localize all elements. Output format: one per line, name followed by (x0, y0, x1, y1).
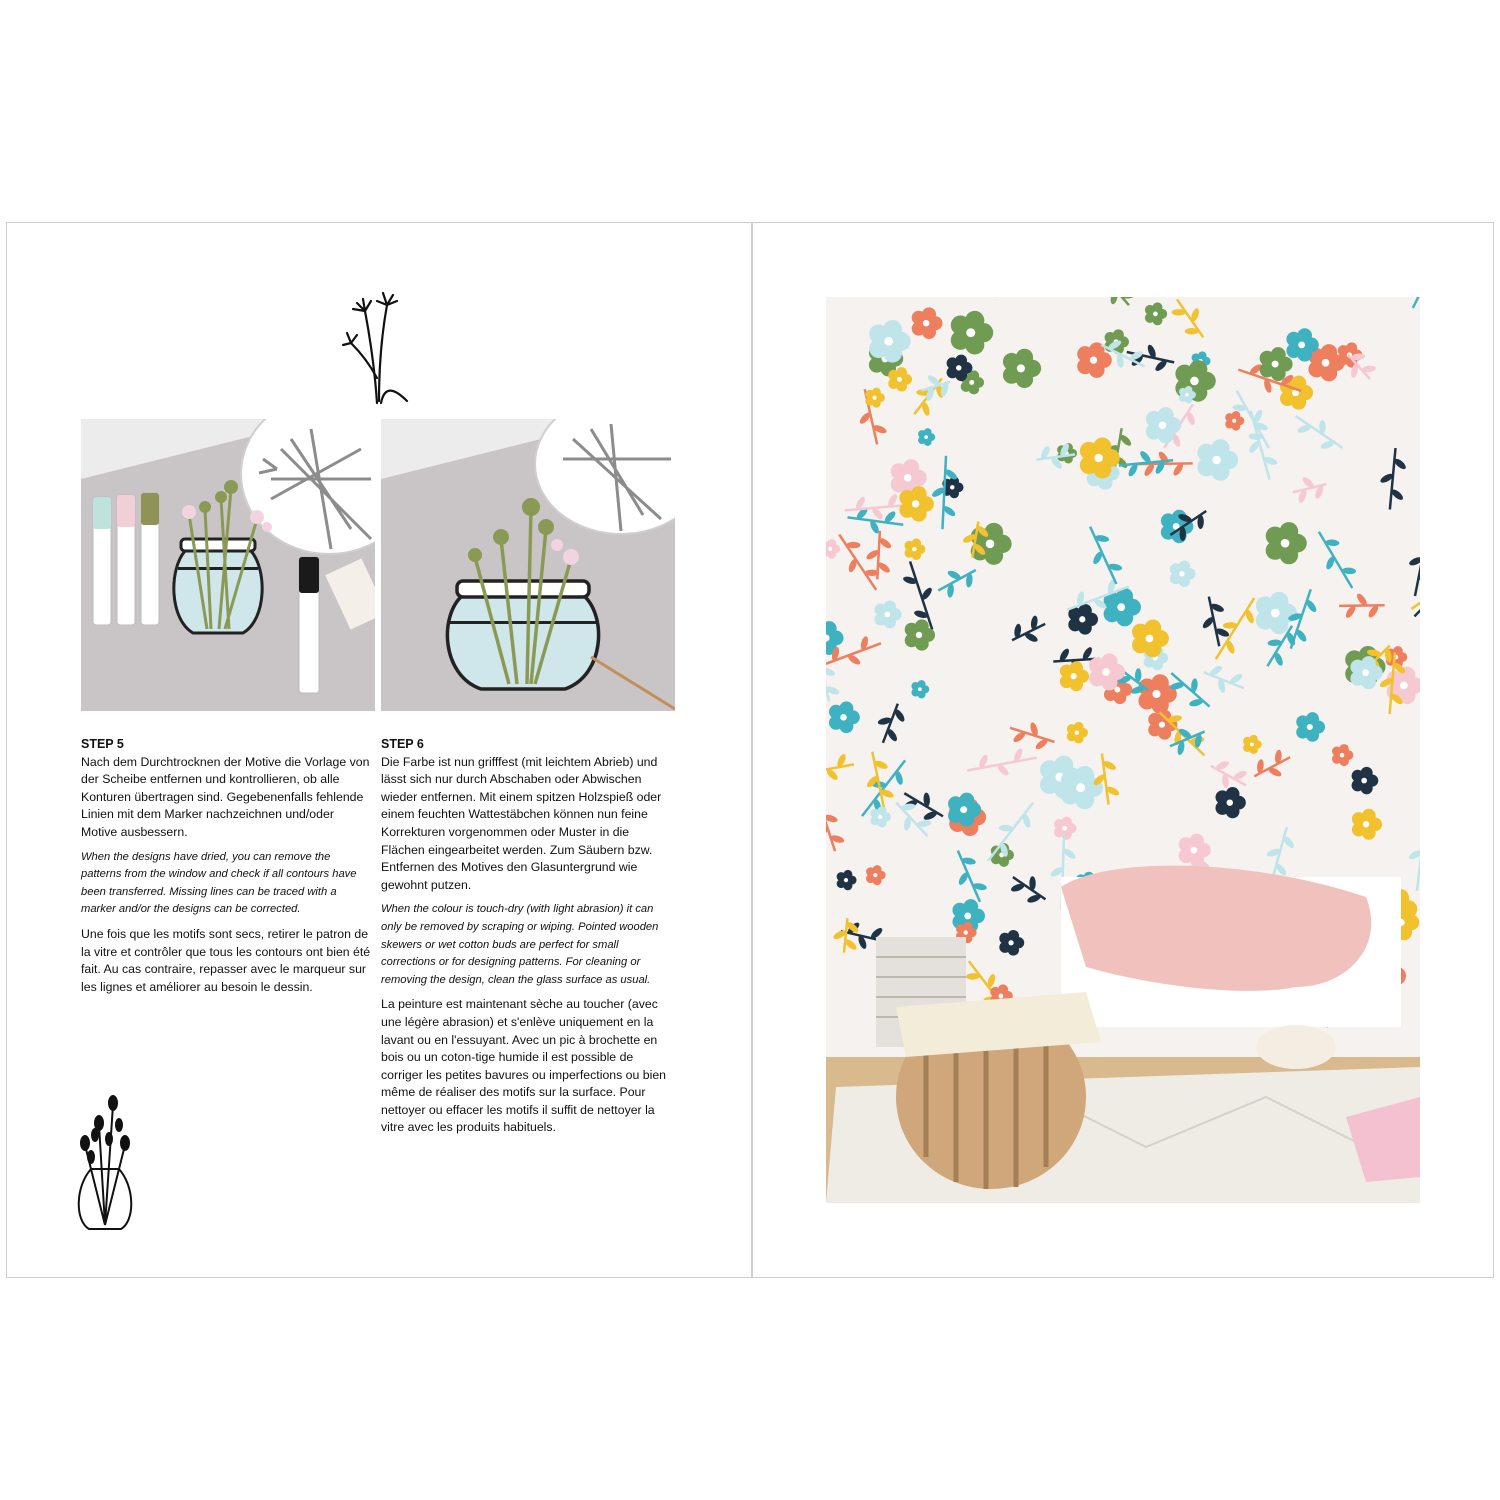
floral-window-photo (826, 297, 1420, 1203)
step6-text (381, 736, 673, 1144)
vase-with-branches-icon (69, 1095, 141, 1235)
step5-text (81, 736, 373, 1003)
flower-sprig-icon (341, 283, 411, 408)
step6-english: When the colour is touch-dry (with light abrasion) it can only be removed by scraping or wiping. Pointed wooden skewers or wet cotton buds are perfect for small corrections or for designing patterns. For cleaning or removing the design, clean the glass surface as usual. (381, 903, 659, 986)
step5-title: STEP 5 (81, 737, 124, 751)
step6-photo (381, 419, 675, 711)
book-spread (6, 222, 1494, 1278)
left-page (7, 223, 751, 1277)
step6-french: La peinture est maintenant sèche au toucher (avec une légère abrasion) et s'enlève uniquement en la lavant ou en l'essuyant. Avec un pic à brochette en bois ou un coton-tige humide il est possible de corriger les petites bavures ou imperfections ou bien même de réaliser des motifs sur la surface. Pour nettoyer ou effacer les motifs il suffit de nettoyer la vitre avec les produits habituels. (381, 997, 667, 1135)
step6-german: Die Farbe ist nun grifffest (mit leichtem Abrieb) und lässt sich nur durch Abschaben oder Abwischen wieder entfernen. Mit einem spitzen Holzspieß oder einem feuchten Wattestäbchen können nun feine Korrekturen vorgenommen oder Muster in die Flächen eingearbeitet werden. Zum Säubern bzw. Entfernen des Motives den Glasuntergrund wie gewohnt putzen. (381, 754, 662, 892)
step5-photo (81, 419, 375, 711)
step5-english: When the designs have dried, you can remove the patterns from the window and check if all contours have been transferred. Missing lines can be traced with a marker and/or the designs can be corrected. (81, 850, 357, 916)
step5-french: Une fois que les motifs sont secs, retirer le patron de la vitre et contrôler que tous les contours ont bien été fait. Au cas contraire, repasser avec le marqueur sur les lignes et améliorer au besoin le dessin. (81, 926, 371, 994)
right-page (753, 223, 1493, 1277)
step6-title: STEP 6 (381, 737, 424, 751)
step5-german: Nach dem Durchtrocknen der Motive die Vorlage von der Scheibe entfernen und kontrollieren, ob alle Konturen übertragen sind. Gegebenenfalls fehlende Linien mit dem Marker nachzeichnen und/oder Motive ausbessern. (81, 754, 370, 839)
